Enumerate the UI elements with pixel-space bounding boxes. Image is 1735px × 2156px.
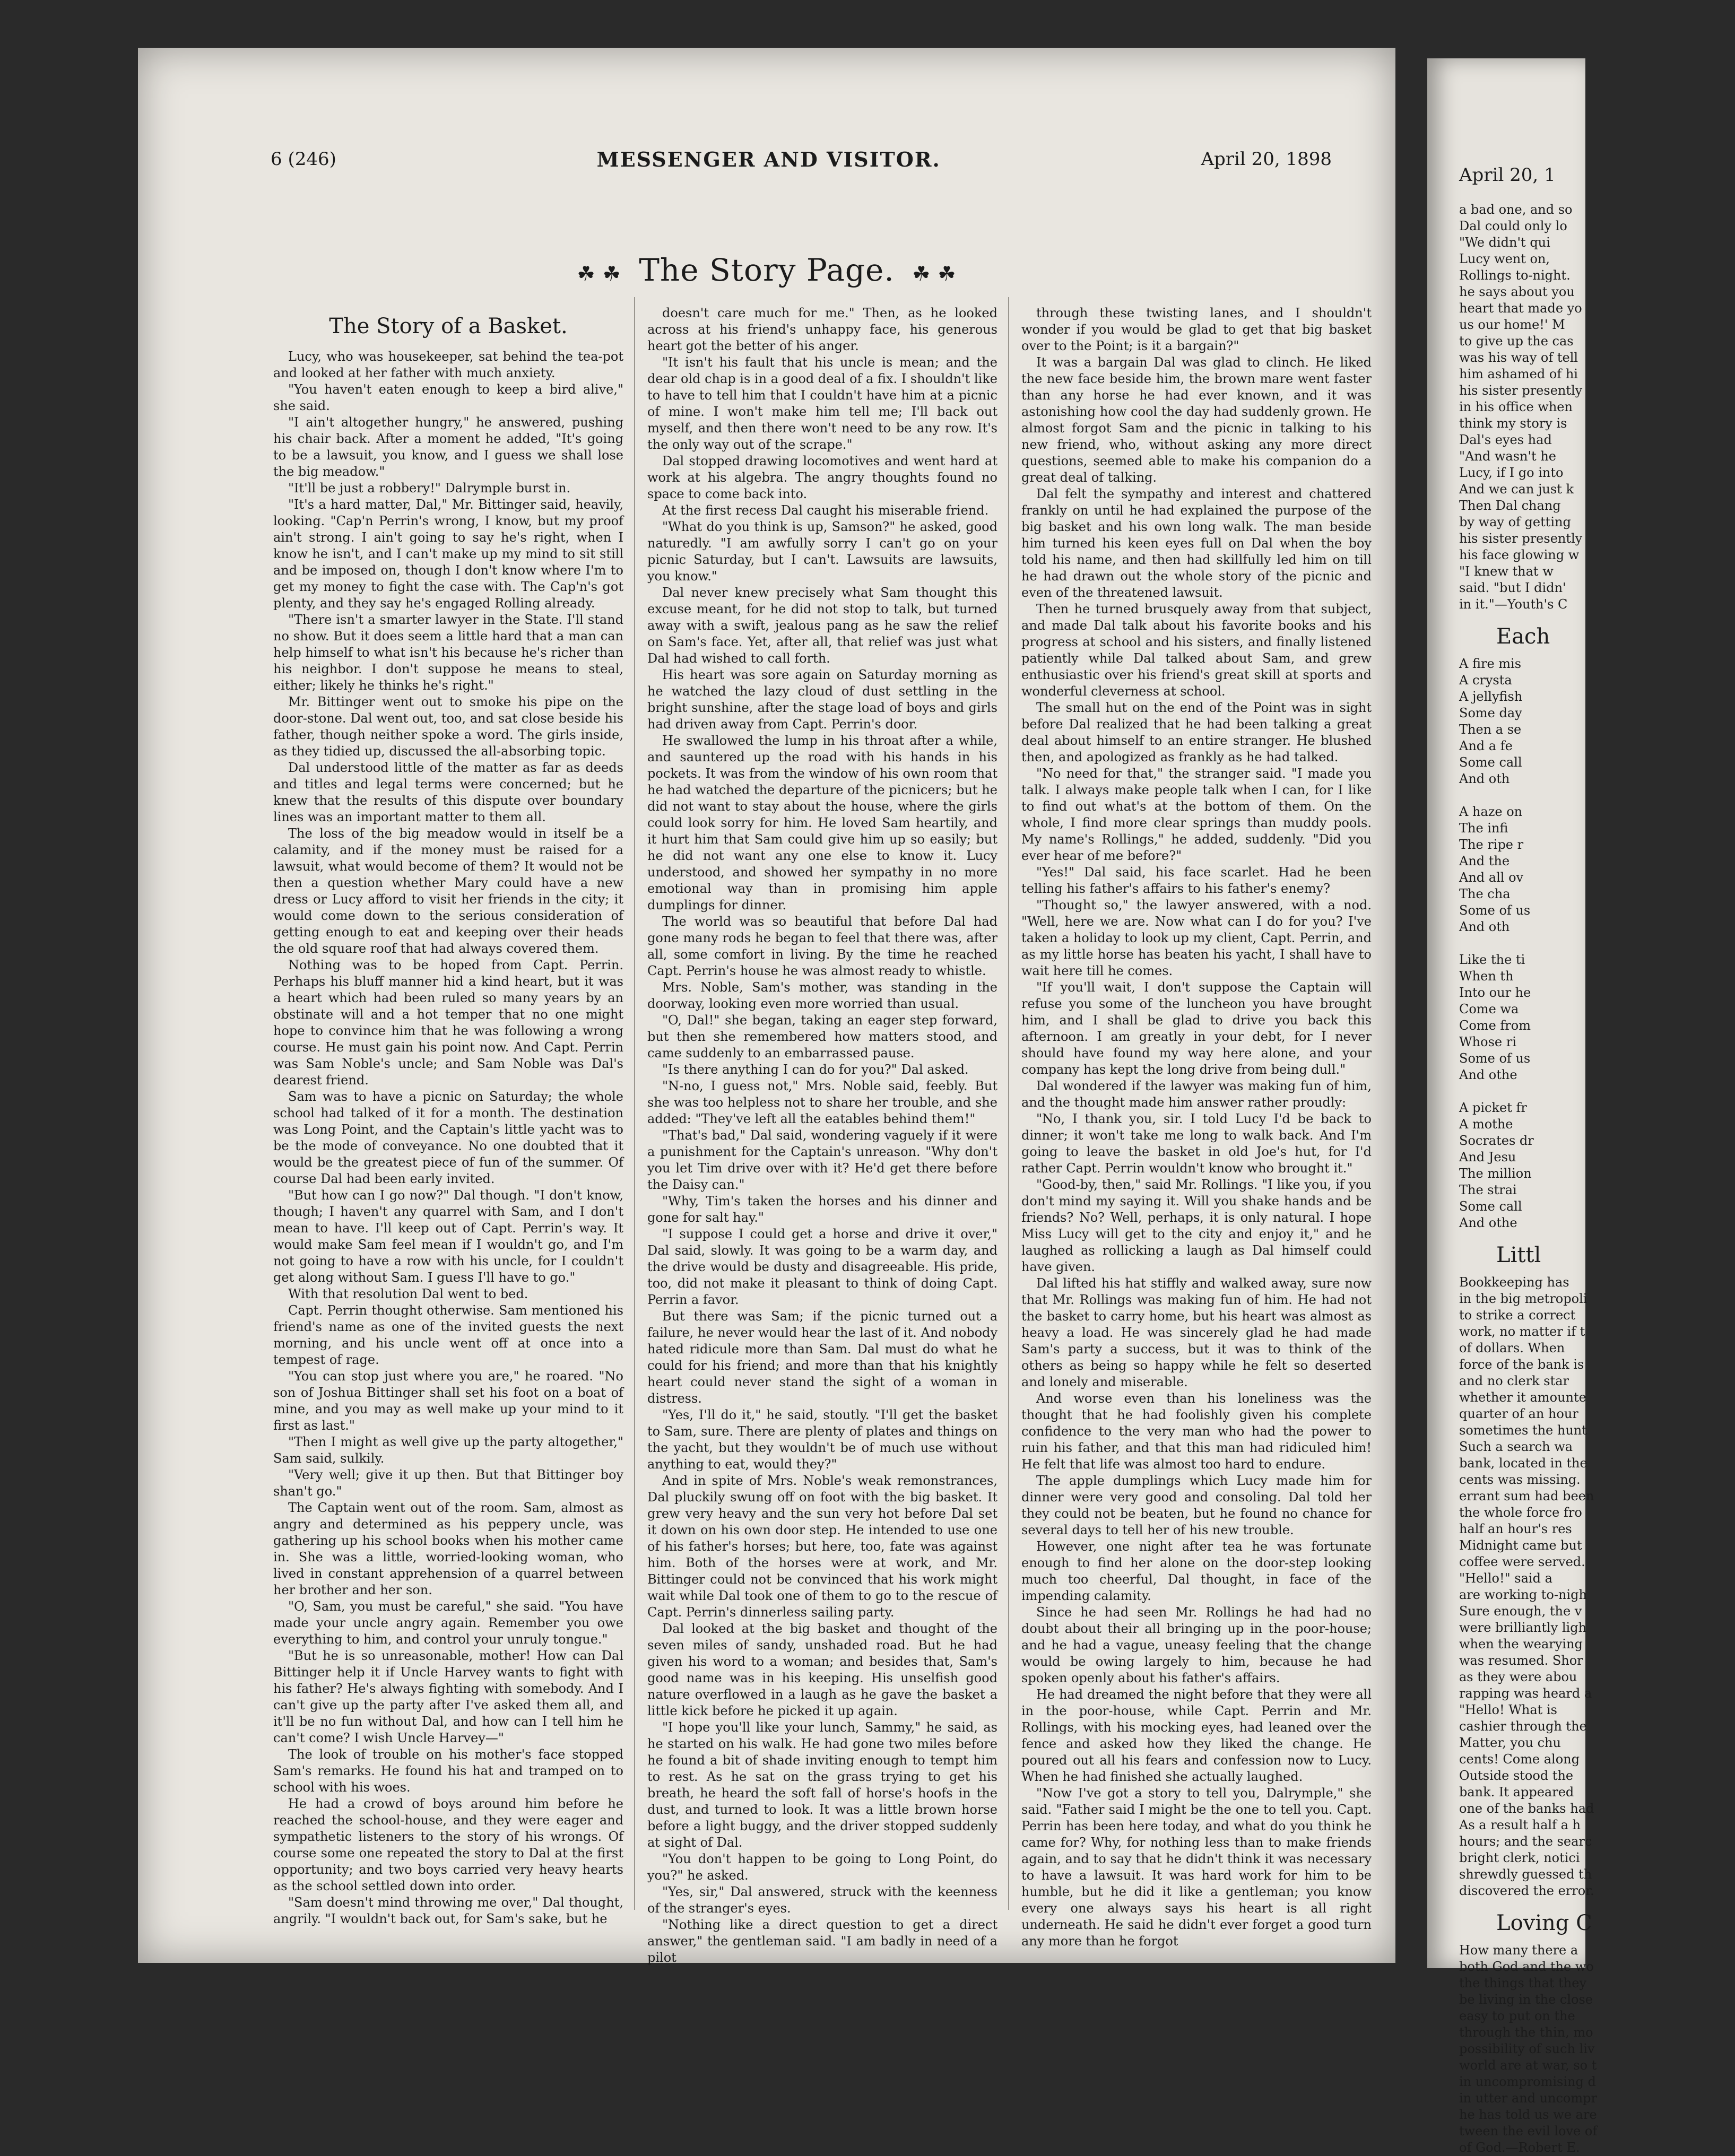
text-line: of dollars. When [1459, 1341, 1565, 1355]
text-line: a bad one, and so [1459, 202, 1573, 217]
article-column-2 [647, 305, 997, 1965]
text-line: bank, located in the [1459, 1456, 1587, 1471]
text-line: his sister presently [1459, 531, 1583, 546]
text-line: work, no matter if t [1459, 1324, 1585, 1339]
text-line: And all ov [1459, 870, 1524, 885]
text-line: Into our he [1459, 985, 1531, 1000]
adjacent-page [1427, 58, 1598, 2155]
text-line: in his office when [1459, 399, 1573, 414]
paragraph: Then he turned brusquely away from that subject, and made Dal talk about his favorite books and his progress at school and his sisters, and finally listened patiently while Dal talked about Sam, and grew enthusiastic over his friend's great skill at sports and wonderful cleverness at school. [1021, 602, 1372, 699]
paragraph: "You can stop just where you are," he roared. "No son of Joshua Bittinger shall set his foot on a boat of mine, and you may as well make up your mind to it first as last." [273, 1369, 623, 1433]
text-line: When th [1459, 969, 1514, 984]
paragraph: Lucy, who was housekeeper, sat behind the tea-pot and looked at her father with much anxiety. [273, 349, 623, 380]
paragraph: "Thought so," the lawyer answered, with a nod. "Well, here we are. Now what can I do for you? I've taken a holiday to look up my client, Capt. Perrin, and as my little horse has beaten his yacht, I shall have to wait here till he comes. [1021, 898, 1372, 978]
text-line: Bookkeeping has [1459, 1275, 1569, 1290]
text-line: he has told us we are [1459, 2107, 1597, 2122]
text-line: A mothe [1459, 1117, 1513, 1132]
text-line: his face glowing w [1459, 547, 1580, 562]
text-line: be living in the close [1459, 1992, 1593, 2007]
paragraph: Dal wondered if the lawyer was making fun of him, and the thought made him answer rather proudly: [1021, 1079, 1372, 1110]
text-line: Dal's eyes had [1459, 432, 1552, 447]
text-line: in the big metropoli [1459, 1291, 1587, 1306]
text-line: The infi [1459, 821, 1508, 836]
paragraph: "Good-by, then," said Mr. Rollings. "I like you, if you don't mind my saying it. Will you shake hands and be friends? No? Well, perhaps, it is only natural. I hope Miss Lucy will get to the city and enjoy it," and he laughed as rollicking a laugh as Dal himself could have given. [1021, 1177, 1372, 1274]
paragraph: At the first recess Dal caught his miserable friend. [662, 503, 989, 518]
text-line: errant sum had been [1459, 1489, 1594, 1503]
text-line: his sister presently [1459, 383, 1583, 398]
text-line: in uncompromising d [1459, 2074, 1596, 2089]
text-line: Lucy went on, [1459, 251, 1550, 266]
text-line: heart that made yo [1459, 301, 1582, 316]
paragraph: "Now I've got a story to tell you, Dalrymple," she said. "Father said I might be the one to tell you. Capt. Perrin has been here today, and what do you think he came for? Why, for nothing less than to make friends again, and to say that he didn't think it was necessary to have a lawsuit. It was hard work for him to be humble, but he did it like a gentleman; you know every one always says his heart is all right underneath. He said he didn't ever forget a good turn any more than he forgot [1021, 1786, 1372, 1949]
page-number: 6 (246) [271, 149, 336, 170]
text-line [1459, 787, 1735, 804]
paragraph: Nothing was to be hoped from Capt. Perrin. Perhaps his bluff manner hid a kind heart, but it was a heart which had been ruled so many years by an obstinate will and a hot temper that no one might hope to convince him that he was following a wrong course. He must gain his point now. And Capt. Perrin was Sam Noble's uncle; and Sam Noble was Dal's dearest friend. [273, 958, 623, 1088]
paragraph: "Then I might as well give up the party altogether," Sam said, sulkily. [273, 1435, 623, 1466]
text-line: Some day [1459, 706, 1522, 720]
text-line: coffee were served. [1459, 1554, 1585, 1569]
text-line: And a fe [1459, 738, 1513, 753]
text-line: the things that they [1459, 1976, 1587, 1990]
text-line: rapping was heard a [1459, 1686, 1592, 1701]
text-line: Some call [1459, 755, 1522, 770]
text-line: through the thin, mo [1459, 2025, 1593, 2040]
paragraph: "You don't happen to be going to Long Point, do you?" he asked. [647, 1851, 997, 1883]
adjacent-poem [1459, 656, 1735, 1231]
paragraph: However, one night after tea he was fortunate enough to find her alone on the door-step looking much too cheerful, Dal thought, in face of the impending calamity. [1021, 1539, 1372, 1603]
paragraph: And worse even than his loneliness was the thought that he had foolishly given his complete confidence to the very man who had the power to ruin his father, and that this man had ridiculed him! He felt that life was almost too hard to endure. [1021, 1391, 1372, 1472]
paragraph: But there was Sam; if the picnic turned out a failure, he never would hear the last of it. And nobody hated ridicule more than Sam. Dal must do what he could for his friend; and more than that his knightly heart could never stand the sight of a woman in distress. [647, 1309, 997, 1406]
paragraph: "But he is so unreasonable, mother! How can Dal Bittinger help it if Uncle Harvey wants to fight with his father? He's always fighting with somebody. And I can't give up the party after I've asked them all, and it'll be no fun without Dal, and how can I tell him he can't come? I wish Uncle Harvey—" [273, 1648, 623, 1745]
text-line: And we can just k [1459, 482, 1574, 497]
text-line: The strai [1459, 1183, 1517, 1197]
text-line: And othe [1459, 1215, 1517, 1230]
text-line: The million [1459, 1166, 1532, 1181]
paragraph: "It's a hard matter, Dal," Mr. Bittinger said, heavily, looking. "Cap'n Perrin's wrong, I know, but my proof ain't strong. I ain't going to say he's right, when I know he isn't, and I can't make up my mind to sit still and be imposed on, though I don't know where I'm to get my money to fight the case with. The Cap'n's got plenty, and they say he's engaged Rolling already. [273, 497, 623, 611]
section-title [138, 252, 1395, 288]
paragraph: The Captain went out of the room. Sam, almost as angry and determined as his peppery uncle, was gathering up his school books when his mother came in. She was a little, worried-looking woman, who lived in constant apprehension of a quarrel between her brother and her son. [273, 1500, 623, 1597]
adjacent-page-date: April 20, 1 [1459, 164, 1556, 186]
paragraph: "No need for that," the stranger said. "I made you talk. I always make people talk when I can, for I like to find out what's at the bottom of them. On the whole, I find more clear springs than muddy pools. My name's Rollings," he added, suddenly. "Did you ever hear of me before?" [1021, 766, 1372, 863]
paragraph: Capt. Perrin thought otherwise. Sam mentioned his friend's name as one of the invited guests the next morning, and his uncle went off at once into a tempest of rage. [273, 1303, 623, 1367]
text-line: Like the ti [1459, 952, 1525, 967]
paragraph: "No, I thank you, sir. I told Lucy I'd be back to dinner; it won't take me long to walk back. And I'm going to leave the basket in old Joe's hut, for I'd rather Capt. Perrin wouldn't know who brought it." [1021, 1111, 1372, 1176]
text-line: The ripe r [1459, 837, 1524, 852]
adjacent-page-column [1459, 202, 1735, 2156]
article-column-2-body [647, 305, 997, 1966]
ornament-right-icon: ☘ ☘ [912, 262, 957, 285]
paragraph: "I ain't altogether hungry," he answered, pushing his chair back. After a moment he added, "It's going to be a lawsuit, you know, and I guess we shall lose the big meadow." [273, 415, 623, 479]
text-line: A crysta [1459, 673, 1512, 688]
text-line: of God.—Robert E. [1459, 2140, 1580, 2155]
paragraph: Since he had seen Mr. Rollings he had had no doubt about their all bringing up in the poor-house; and he had a vague, uneasy feeling that the change would be owing largely to him, because he had spoken openly about his father's affairs. [1021, 1605, 1372, 1685]
text-line: whether it amounte [1459, 1390, 1586, 1405]
text-line: think my story is [1459, 416, 1567, 431]
page-header [271, 143, 1332, 175]
text-line: Whose ri [1459, 1034, 1516, 1049]
paragraph: Dal felt the sympathy and interest and chattered frankly on until he had explained the purpose of the big basket and his own long walk. The man beside him turned his keen eyes full on Dal when the boy told his name, and then had skillfully led him on till he had drawn out the whole story of the picnic and even of the threatened lawsuit. [1021, 486, 1372, 600]
paragraph: The apple dumplings which Lucy made him for dinner were very good and consoling. Dal told her they could not be beaten, but he found no chance for several days to tell her of his new trouble. [1021, 1473, 1372, 1537]
text-line: bright clerk, notici [1459, 1850, 1580, 1865]
text-line: Come from [1459, 1018, 1531, 1033]
paragraph: The loss of the big meadow would in itself be a calamity, and if the money must be raised for a lawsuit, what would become of them? It would not be then a question whether Mary could have a new dress or Lucy afford to visit her friends in the city; it would come down to the serious consideration of getting enough to eat and keeping over their heads the old square roof that had always covered them. [273, 826, 623, 956]
text-line: to give up the cas [1459, 334, 1574, 349]
text-line: "We didn't qui [1459, 235, 1550, 250]
text-line: Matter, you chu [1459, 1735, 1561, 1750]
text-line: Midnight came but [1459, 1538, 1582, 1553]
text-line: As a result half a h [1459, 1818, 1581, 1832]
text-line: "I knew that w [1459, 564, 1554, 579]
paragraph: "It'll be just a robbery!" Dalrymple burst in. [288, 481, 571, 495]
text-line: said. "but I didn' [1459, 580, 1566, 595]
text-line: Then a se [1459, 722, 1522, 737]
paragraph: And in spite of Mrs. Noble's weak remonstrances, Dal pluckily swung off on foot with the big basket. It grew very heavy and the sun very hot before Dal set it down on his own door step. He intended to use one of his father's horses; but here, too, fate was against him. Both of the horses were at work, and Mr. Bittinger could not be convinced that his work might wait while Dal took one of them to go to the rescue of Capt. Perrin's dinnerless sailing party. [647, 1473, 997, 1620]
text-line: "Hello! What is [1459, 1702, 1557, 1717]
paragraph: He had a crowd of boys around him before he reached the school-house, and they were eager and sympathetic listeners to the story of his wrongs. Of course some one repeated the story to Dal at the first opportunity; and two boys carried very heavy hearts as the school settled down into order. [273, 1796, 623, 1893]
text-line: quarter of an hour [1459, 1406, 1578, 1421]
column-divider [1008, 297, 1009, 1910]
section-title-text: The Story Page. [639, 252, 895, 288]
text-line: A jellyfish [1459, 689, 1523, 704]
text-line: he says about you [1459, 284, 1575, 299]
text-line: us our home!' M [1459, 317, 1565, 332]
text-line: And Jesu [1459, 1150, 1516, 1164]
text-line: Some call [1459, 1199, 1522, 1214]
text-line: half an hour's res [1459, 1522, 1572, 1536]
paragraph: "What do you think is up, Samson?" he asked, good naturedly. "I am awfully sorry I can't go on your picnic Saturday, but I can't. Lawsuits are lawsuits, you know." [647, 519, 997, 584]
paragraph: "If you'll wait, I don't suppose the Captain will refuse you some of the luncheon you have brought him, and I shall be glad to drive you back this afternoon. I am greatly in your debt, for I never should have found my way here alone, and your company has kept the long drive from being dull." [1021, 980, 1372, 1077]
paragraph: doesn't care much for me." Then, as he looked across at his friend's unhappy face, his generous heart got the better of his anger. [647, 306, 997, 353]
adjacent-heading-loving: Loving C [1496, 1911, 1592, 1935]
text-line: Some of us [1459, 903, 1531, 918]
paragraph: Sam was to have a picnic on Saturday; the whole school had talked of it for a month. The destination was Long Point, and the Captain's little yacht was to be the mode of conveyance. No one doubted that it would be the greatest piece of fun of the summer. Of course Dal had been early invited. [273, 1089, 623, 1186]
paragraph: He swallowed the lump in his throat after a while, and sauntered up the road with his hands in his pockets. It was from the window of his own room that he had watched the departure of the picnicers; but he did not want to stay about the house, where the girls could look sorry for him. He loved Sam heartily, and it hurt him that Sam could give him up so easily; but he did not want any one else to know it. Lucy understood, and showed her sympathy in no more emotional way than in promising him apple dumplings for dinner. [647, 733, 997, 912]
publication-title: MESSENGER AND VISITOR. [596, 147, 941, 171]
column-divider [634, 297, 635, 1910]
paragraph: "Sam doesn't mind throwing me over," Dal thought, angrily. "I wouldn't back out, for Sam's sake, but he [273, 1895, 623, 1926]
text-line: one of the banks had [1459, 1801, 1594, 1816]
paragraph: Dal looked at the big basket and thought of the seven miles of sandy, unshaded road. But he had given his word to a woman; and besides that, Sam's good name was in his keeping. His unselfish good nature overflowed in a laugh as he gave the basket a little kick before he picked it up again. [647, 1621, 997, 1718]
paragraph: Dal stopped drawing locomotives and went hard at work at his algebra. The angry thoughts found no space to come back into. [647, 454, 997, 501]
text-line: cents was missing. [1459, 1472, 1581, 1487]
text-line: Then Dal chang [1459, 498, 1561, 513]
paragraph: "That's bad," Dal said, wondering vaguely if it were a punishment for the Captain's unreason. "Why don't you let Tim drive over with it? He'd get there before the Daisy can." [647, 1128, 997, 1192]
text-line: Outside stood the [1459, 1768, 1574, 1783]
paragraph: It was a bargain Dal was glad to clinch. He liked the new face beside him, the brown mare went faster than any horse he had ever known, and it was astonishing how cool the day had suddenly grown. He almost forgot Sam and the picnic in talking to his new friend, who, without asking any more direct questions, seemed able to make his companion do a great deal of talking. [1021, 355, 1372, 485]
text-line: A haze on [1459, 804, 1523, 819]
paragraph: The world was so beautiful that before Dal had gone many rods he began to feel that there was, after all, some comfort in living. By the time he reached Capt. Perrin's house he was almost ready to whistle. [647, 914, 997, 978]
paragraph: "But how can I go now?" Dal though. "I don't know, though; I haven't any quarrel with Sam, and I don't mean to have. I'll keep out of Capt. Perrin's way. It would make Sam feel mean if I wouldn't go, and I'm not going to have a row with his uncle, for I couldn't get along without Sam. I guess I'll have to go." [273, 1188, 623, 1285]
paragraph: Mr. Bittinger went out to smoke his pipe on the door-stone. Dal went out, too, and sat close beside his father, though neither spoke a word. The girls inside, as they tidied up, discussed the all-absorbing topic. [273, 694, 623, 759]
paragraph: "O, Sam, you must be careful," she said. "You have made your uncle angry again. Remember you owe everything to him, and control your unruly tongue." [273, 1599, 623, 1647]
issue-date: April 20, 1898 [1201, 149, 1332, 170]
text-line: Such a search wa [1459, 1439, 1573, 1454]
text-line: discovered the error. [1459, 1883, 1594, 1898]
paragraph: The look of trouble on his mother's face stopped Sam's remarks. He found his hat and tramped on to school with his woes. [273, 1747, 623, 1795]
text-line: How many there a [1459, 1943, 1578, 1958]
paragraph: The small hut on the end of the Point was in sight before Dal realized that he had been talking a great deal about himself to an entire stranger. He blushed then, and apologized as frankly as he had talked. [1021, 700, 1372, 764]
text-line: and no clerk star [1459, 1373, 1569, 1388]
text-line: was his way of tell [1459, 350, 1578, 365]
paragraph: He had dreamed the night before that they were all in the poor-house, while Capt. Perrin and Mr. Rollings, with his mocking eyes, had leaned over the fence and asked how they liked the change. He poured out all his fears and confession now to Lucy. When he had finished she actually laughed. [1021, 1687, 1372, 1784]
text-line: are working to-nigh [1459, 1587, 1587, 1602]
paragraph: "Yes, sir," Dal answered, struck with the keenness of the stranger's eyes. [647, 1884, 997, 1916]
text-line: And the [1459, 854, 1510, 868]
text-line: easy to put on the [1459, 2009, 1575, 2023]
paragraph: "I hope you'll like your lunch, Sammy," he said, as he started on his walk. He had gone two miles before he found a bit of shade inviting enough to tempt him to rest. As he sat on the grass trying to get his breath, he heard the soft fall of horse's hoofs in the dust, and turned to look. It was a little brown horse before a light buggy, and the driver stopped suddenly at sight of Dal. [647, 1720, 997, 1850]
text-line: bank. It appeared [1459, 1785, 1574, 1799]
paragraph: "Very well; give it up then. But that Bittinger boy shan't go." [273, 1467, 623, 1499]
text-line: in it."—Youth's C [1459, 597, 1568, 612]
text-line: Dal could only lo [1459, 219, 1567, 233]
paragraph: "I suppose I could get a horse and drive it over," Dal said, slowly. It was going to be a warm day, and the drive would be dusty and disagreeable. His pride, too, did not make it pleasant to think of doing Capt. Perrin a favor. [647, 1227, 997, 1307]
text-line: in utter and uncompr [1459, 2091, 1597, 2106]
article-column-3-body [1021, 305, 1372, 1950]
adjacent-article [1459, 1274, 1735, 1899]
paragraph: "O, Dal!" she began, taking an eager step forward, but then she remembered how matters stood, and came suddenly to an embarrassed pause. [647, 1013, 997, 1060]
adjacent-heading-poem: Each [1496, 624, 1550, 649]
text-line: to strike a correct [1459, 1308, 1576, 1323]
text-line: him ashamed of hi [1459, 367, 1578, 381]
paragraph: "Yes, I'll do it," he said, stoutly. "I'll get the basket to Sam, sure. There are plenty of plates and things on the yacht, but they wouldn't be of much use without anything to eat, would they?" [647, 1407, 997, 1472]
text-line: A fire mis [1459, 656, 1522, 671]
text-line: Sure enough, the v [1459, 1604, 1582, 1619]
text-line: was resumed. Shor [1459, 1653, 1583, 1668]
paragraph: through these twisting lanes, and I shouldn't wonder if you would be glad to get that big basket over to the Point; is it a bargain?" [1021, 306, 1372, 353]
text-line: when the wearying [1459, 1637, 1583, 1651]
text-line: sometimes the hunt [1459, 1423, 1587, 1438]
text-line: shrewdly guessed th [1459, 1867, 1592, 1882]
text-line: force of the bank is [1459, 1357, 1584, 1372]
text-line: the whole force fro [1459, 1505, 1582, 1520]
paragraph: Dal lifted his hat stiffly and walked away, sure now that Mr. Rollings was making fun of him. He had not the basket to carry home, but his heart was almost as heavy a load. He was sincerely glad he had made Sam's party a success, but it was to think of the others as being so happy while he felt so deserted and lonely and miserable. [1021, 1276, 1372, 1389]
paragraph: With that resolution Dal went to bed. [288, 1286, 528, 1301]
text-line: cashier through the [1459, 1719, 1587, 1734]
text-line: world are at war, so t [1459, 2058, 1597, 2073]
article-column-1-body [273, 349, 623, 1927]
paragraph: Dal understood little of the matter as far as deeds and titles and legal terms were concerned; but he knew that the results of this dispute over boundary lines was an important matter to them all. [273, 760, 623, 824]
text-line: And oth [1459, 771, 1510, 786]
paragraph: "There isn't a smarter lawyer in the State. I'll stand no show. But it does seem a little hard that a man can help himself to what isn't his because he's richer than his neighbor. I don't suppose he means to steal, either; likely he thinks he's right." [273, 612, 623, 693]
text-line: Lucy, if I go into [1459, 465, 1564, 480]
text-line: A picket fr [1459, 1100, 1527, 1115]
article-title: The Story of a Basket. [329, 314, 568, 338]
text-line: The cha [1459, 886, 1511, 901]
paragraph: His heart was sore again on Saturday morning as he watched the lazy cloud of dust settling in the bright sunshine, after the stage load of boys and girls had driven away from Capt. Perrin's door. [647, 667, 997, 732]
text-line: Come wa [1459, 1002, 1519, 1016]
text-line: tween the evil love of [1459, 2124, 1598, 2138]
article-column-1 [273, 297, 623, 1931]
ornament-left-icon: ☘ ☘ [577, 262, 621, 285]
adjacent-heading-little: Littl [1496, 1243, 1541, 1267]
adjacent-article-2 [1459, 1942, 1735, 2156]
paragraph: "Why, Tim's taken the horses and his dinner and gone for salt hay." [647, 1194, 997, 1225]
paragraph: "Nothing like a direct question to get a direct answer," the gentleman said. "I am badly in need of a pilot [647, 1917, 997, 1965]
adjacent-story-end [1459, 202, 1735, 613]
paragraph: Dal never knew precisely what Sam thought this excuse meant, for he did not stop to talk, but turned away with a swift, jealous pang as he saw the relief on Sam's face. Yet, after all, that relief was just what Dal had wished to call forth. [647, 585, 997, 666]
text-line: Some of us [1459, 1051, 1531, 1066]
text-line: were brilliantly ligh [1459, 1620, 1587, 1635]
paragraph: "Yes!" Dal said, his face scarlet. Had he been telling his father's affairs to his father's enemy? [1021, 865, 1372, 896]
text-line: cents! Come along [1459, 1752, 1580, 1767]
article-column-3 [1021, 305, 1372, 1949]
text-line: hours; and the searc [1459, 1834, 1592, 1849]
text-line: by way of getting [1459, 515, 1571, 529]
text-line: Socrates dr [1459, 1133, 1534, 1148]
text-line: as they were abou [1459, 1670, 1577, 1684]
text-line: "Hello!" said a [1459, 1571, 1552, 1586]
text-line: And oth [1459, 919, 1510, 934]
text-line: Rollings to-night. [1459, 268, 1571, 283]
paragraph: "Is there anything I can do for you?" Dal asked. [662, 1062, 969, 1077]
text-line: "And wasn't he [1459, 449, 1556, 464]
text-line: both God and the wo [1459, 1959, 1594, 1974]
paragraph: "It isn't his fault that his uncle is mean; and the dear old chap is in a good deal of a fix. I shouldn't like to have to tell him that I couldn't have him at a picnic of mine. I won't make him tell me; I'll back out myself, and then there won't need to be any row. It's the only way out of the scrape." [647, 355, 997, 452]
text-line: And othe [1459, 1067, 1517, 1082]
newspaper-page [138, 48, 1395, 1963]
paragraph: "You haven't eaten enough to keep a bird alive," she said. [273, 382, 623, 413]
text-line [1459, 1083, 1735, 1100]
text-line: possibility of such liv [1459, 2041, 1595, 2056]
text-line [1459, 935, 1735, 952]
paragraph: "N-no, I guess not," Mrs. Noble said, feebly. But she was too helpless not to share her trouble, and she added: "They've left all the eatables behind them!" [647, 1079, 997, 1126]
paragraph: Mrs. Noble, Sam's mother, was standing in the doorway, looking even more worried than usual. [647, 980, 997, 1011]
